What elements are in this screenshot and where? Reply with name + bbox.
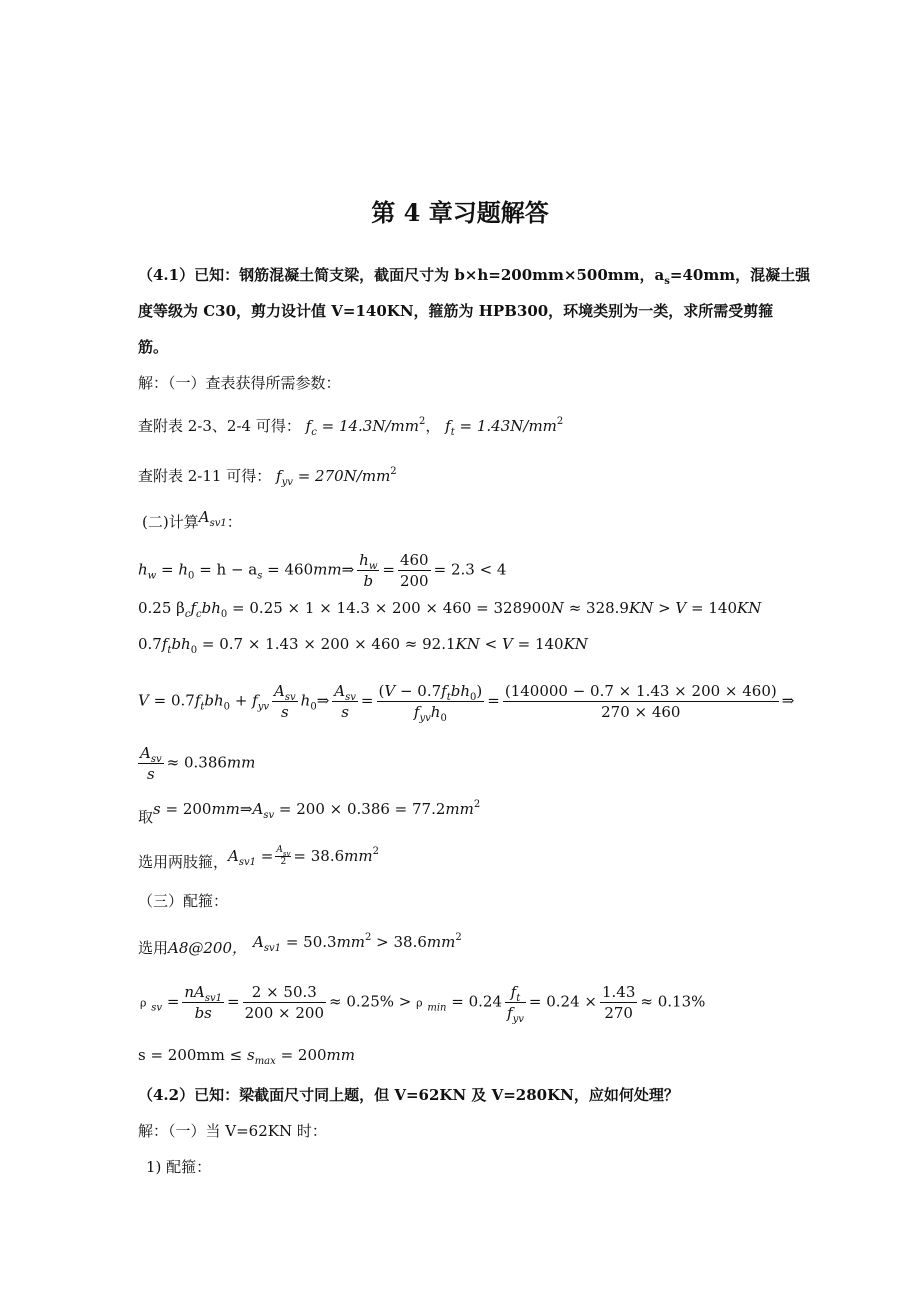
solution-step-3: （三）配箍： — [138, 892, 229, 910]
solution-step-1: 解：（一）查表获得所需参数： — [138, 374, 341, 392]
equation-v: $V = 0.7f_tbh_0 + f_{yv}$ $\frac{A_{sv}}{s}$ $h_0\Rightarrow$ $\frac{A_{sv}}{s}$ = $\frac{(V - 0.7f_tbh_0)}{f_{yv}h_0}$ = $\frac{(140000 - 0.7 \times 1.43 \times 200 \times 460)}{270 \times 460}$ ⇒ — [138, 682, 795, 724]
equation-07: $0.7f_tbh_0 = 0.7 \times 1.43 \times 200 \times 460 \approx 92.1KN < V = 140KN$ — [138, 635, 588, 656]
equation-legs: 选用两肢箍，$A_{sv1}$ = $A_{sv}$ 2 = $38.6mm^2$ — [138, 845, 379, 871]
solution-2-step-1: 解：（一）当 V=62KN 时： — [138, 1122, 327, 1140]
lookup-2: 查附表 2-11 可得： $f_{yv} = 270N/mm^2$ — [138, 466, 397, 488]
lookup-2-formula: $f_{yv} = 270N/mm^2$ — [276, 466, 397, 488]
solution-step-2: (二)计算$A_{sv1}$： — [142, 508, 242, 531]
problem-4-2: （4.2）已知：梁截面尺寸同上题，但 V=62KN 及 V=280KN，应如何处理？ — [138, 1086, 679, 1104]
problem-4-1-line-1: （4.1）已知：钢筋混凝土简支梁，截面尺寸为 b×h=200mm×500mm，$a_s=40mm$，混凝土强 — [138, 266, 811, 287]
problem-4-1-line-2: 度等级为 C30，剪力设计值 V=140KN，箍筋为 HPB300，环境类别为一类，求所需受剪箍 — [138, 302, 774, 320]
page-title: 第 4 章习题解答 — [371, 198, 549, 227]
equation-smax: $s = 200mm \le s_{max} = 200mm$ — [138, 1046, 355, 1067]
solution-2-sub-1: 1) 配箍： — [146, 1158, 212, 1176]
equation-hw: $h_w = h_0 = h - a_s$ = 460mm⇒ $\frac{h_w}{b}$ = $\frac{460}{200}$ = 2.3 < 4 — [138, 551, 507, 590]
equation-result: $\frac{A_{sv}}{s}$ ≈ 0.386mm — [140, 744, 256, 783]
equation-beta: 0.25 $\beta_cf_cbh_0 = 0.25 \times 1 \times 14.3 \times 200 \times 460 = 328900N \approx 328.9KN > V = 140KN$ — [138, 599, 762, 620]
equation-rho: ρ $_{sv}$ = $\frac{nA_{sv1}}{bs}$ = $\frac{2 \times 50.3}{200 \times 200}$ ≈ 0.25% > ρ $_{min}$ = 0.24 $\frac{f_t}{f_{yv}}$ = 0.24 × $\frac{1.43}{270}$ ≈ 0.13% — [140, 983, 706, 1025]
problem-4-1-line-3: 筋。 — [138, 338, 169, 356]
lookup-1: 查附表 2-3、2-4 可得： $f_c = 14.3N/mm^2$， $f_t = 1.43N/mm^2$ — [138, 416, 564, 438]
equation-take: 取$s = 200mm\Rightarrow A_{sv} = 200 \times 0.386 = 77.2mm^2$ — [138, 799, 481, 826]
lookup-1-formula: $f_c = 14.3N/mm^2$， $f_t = 1.43N/mm^2$ — [305, 416, 564, 438]
equation-select: 选用A8@200， $A_{sv1} = 50.3mm^2 > 38.6mm^2$ — [138, 932, 462, 957]
